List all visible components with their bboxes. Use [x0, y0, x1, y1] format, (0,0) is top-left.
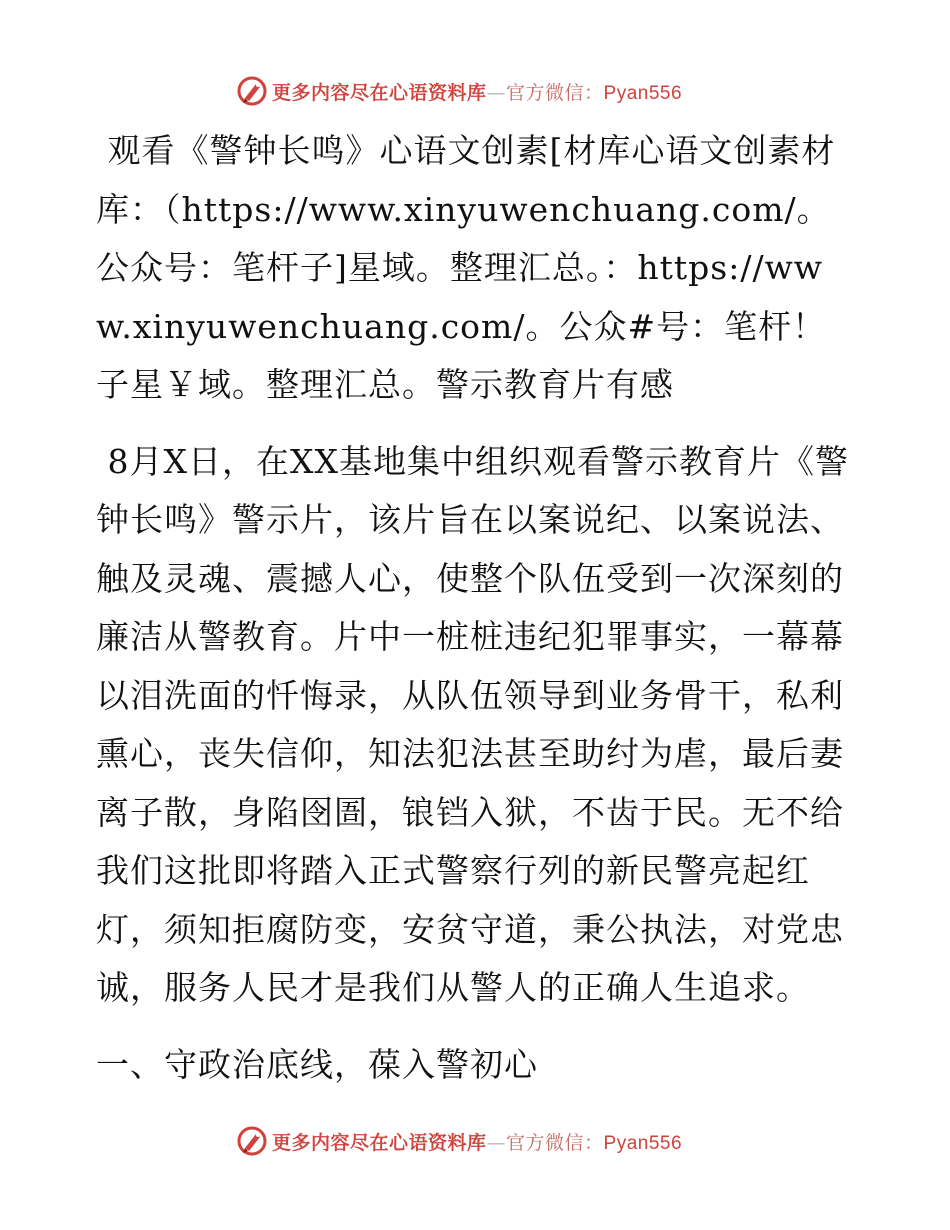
watermark-site-text: 更多内容尽在心语资料库	[272, 81, 487, 104]
watermark-header	[236, 74, 756, 108]
red-pen-seal-icon	[236, 75, 268, 107]
document-body	[96, 122, 856, 1094]
watermark-wechat-label: 官方微信：	[506, 1131, 604, 1154]
watermark-site-text: 更多内容尽在心语资料库	[272, 1131, 487, 1154]
watermark-footer	[236, 1124, 756, 1158]
paragraph-title: 观看《警钟长鸣》心语文创素[材库心语文创素材库：（https://www.xinyuwenchuang.com/。公众号：笔杆子]星域。整理汇总。：https://www.xinyuwenchuang.com/。公众#号：笔杆！子星￥域。整理汇总。警示教育片有感	[96, 131, 836, 404]
watermark-dash: —	[486, 1131, 507, 1154]
watermark-dash: —	[486, 81, 507, 104]
watermark-wechat-label: 官方微信：	[506, 81, 604, 104]
watermark-wechat-id: Pyan556	[603, 82, 683, 104]
red-pen-seal-icon	[236, 1125, 268, 1157]
watermark-wechat-id: Pyan556	[603, 1132, 683, 1154]
paragraph-body: 8月X日，在XX基地集中组织观看警示教育片《警钟长鸣》警示片，该片旨在以案说纪、以案说法、触及灵魂、震撼人心，使整个队伍受到一次深刻的廉洁从警教育。片中一桩桩违纪犯罪事实，一幕幕以泪洗面的忏悔录，从队伍领导到业务骨干，私利熏心，丧失信仰，知法犯法甚至助纣为虐，最后妻离子散，身陷囹圄，锒铛入狱，不齿于民。无不给我们这批即将踏入正式警察行列的新民警亮起红灯，须知拒腐防变，安贫守道，秉公执法，对党忠诚，服务人民才是我们从警人的正确人生追求。	[96, 441, 849, 1007]
section-heading: 一、守政治底线，葆入警初心	[96, 1044, 538, 1084]
